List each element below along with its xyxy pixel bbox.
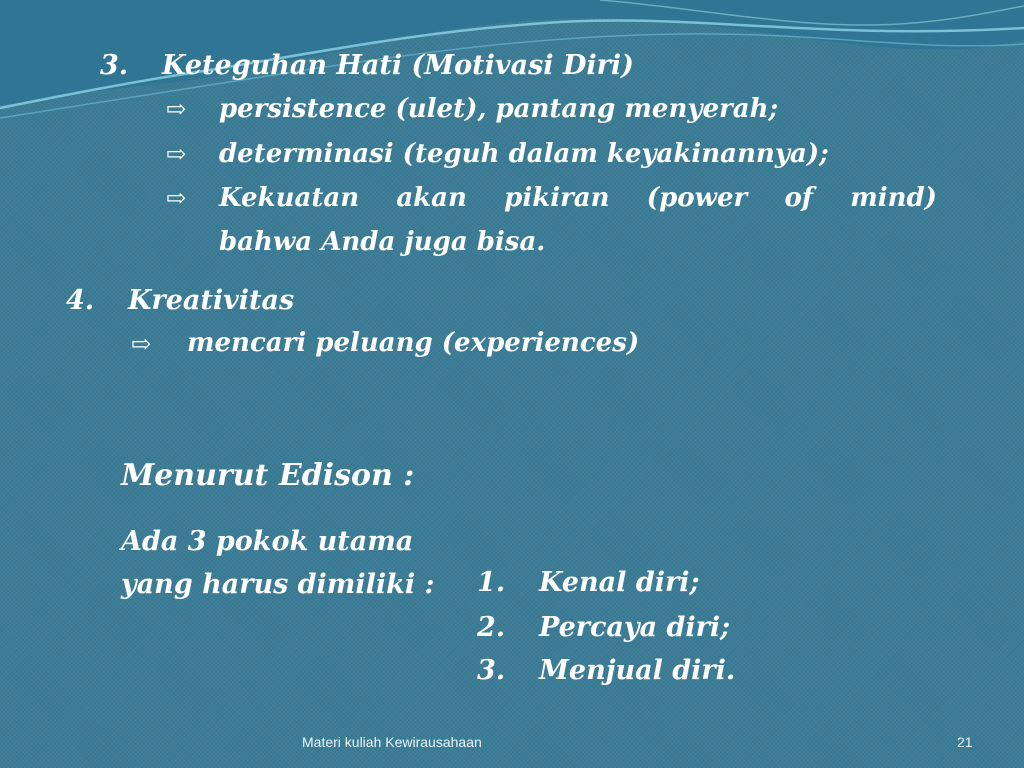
bullet-word: (power (646, 183, 748, 213)
arrow-bullet-icon: ⇨ (166, 184, 187, 212)
footer-course-title: Materi kuliah Kewirausahaan (302, 734, 482, 750)
edison-list-item-1: Kenal diri; (539, 567, 700, 598)
edison-intro-line-2: yang harus dimiliki : (121, 569, 435, 600)
edison-list-item-3: Menjual diri. (539, 655, 736, 686)
bullet-word: pikiran (504, 183, 610, 213)
item4-number: 4. (66, 285, 95, 316)
bullet-word: akan (396, 183, 467, 213)
item3-bullet-2: determinasi (teguh dalam keyakinannya); (219, 139, 829, 169)
item3-bullet-1: persistence (ulet), pantang menyerah; (219, 94, 779, 124)
footer-page-number: 21 (957, 734, 973, 750)
arrow-bullet-icon: ⇨ (166, 140, 187, 168)
arrow-bullet-icon: ⇨ (166, 95, 187, 123)
bullet-word: Kekuatan (219, 183, 360, 213)
item3-title: Keteguhan Hati (Motivasi Diri) (162, 50, 634, 81)
arrow-bullet-icon: ⇨ (131, 330, 152, 358)
edison-list-number-3: 3. (477, 655, 506, 686)
bullet-word: mind) (850, 183, 937, 213)
item4-bullet-1: mencari peluang (experiences) (187, 328, 640, 358)
edison-list-number-2: 2. (477, 612, 506, 643)
item3-bullet-3-continuation: bahwa Anda juga bisa. (219, 227, 546, 257)
edison-intro-line-1: Ada 3 pokok utama (121, 526, 414, 557)
item4-title: Kreativitas (128, 285, 295, 316)
item3-bullet-3 (219, 185, 937, 211)
edison-list-item-2: Percaya diri; (539, 612, 731, 643)
bullet-word: of (784, 183, 813, 213)
edison-heading: Menurut Edison : (121, 458, 415, 493)
item3-number: 3. (100, 50, 129, 81)
edison-list-number-1: 1. (477, 567, 506, 598)
